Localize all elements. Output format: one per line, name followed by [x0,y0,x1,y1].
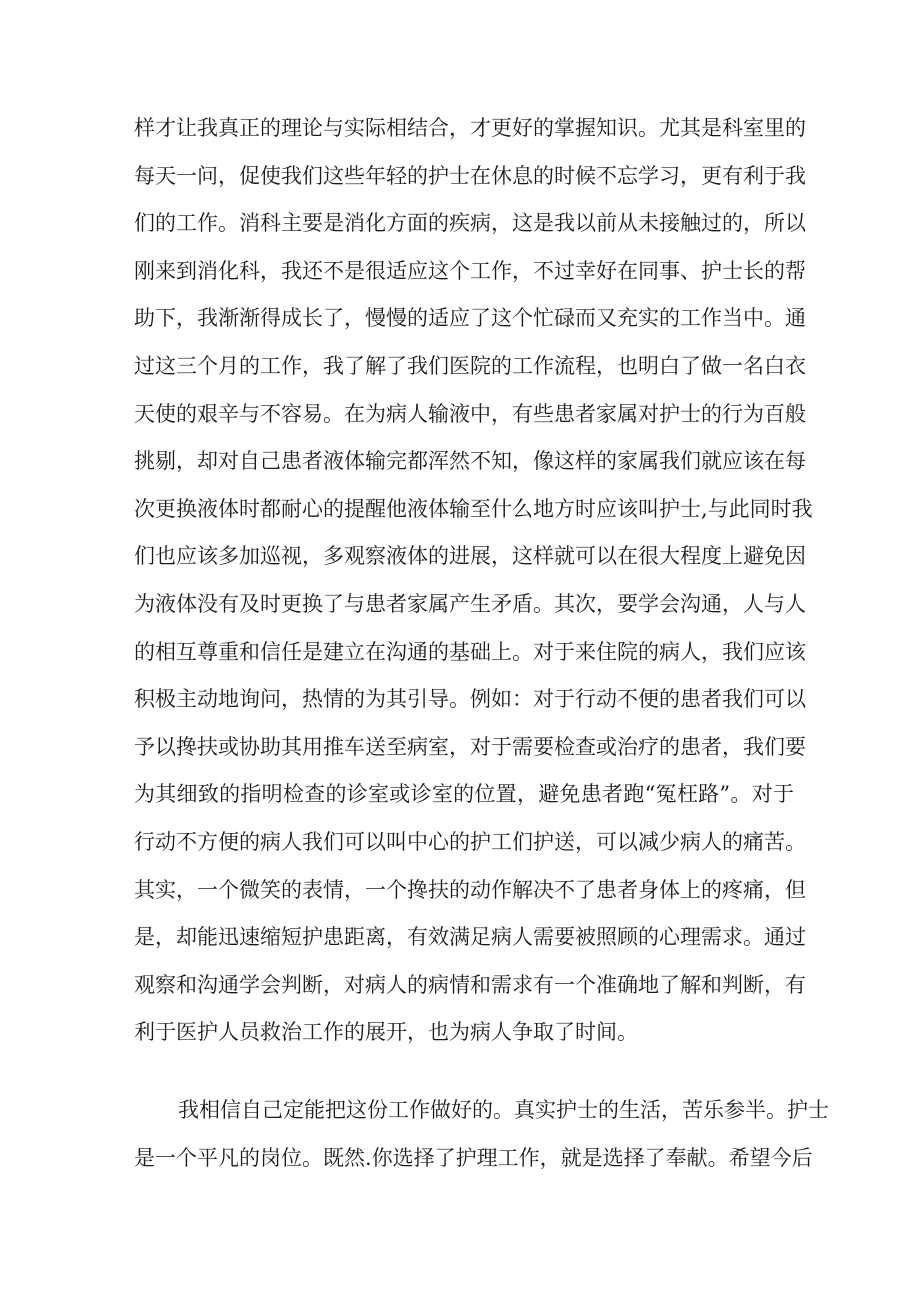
text-line: 观察和沟通学会判断，对病人的病情和需求有一个准确地了解和判断，有 [134,972,806,997]
text-line: 每天一问，促使我们这些年轻的护士在休息的时候不忘学习，更有利于我 [134,163,806,188]
paragraph-1 [134,105,813,1057]
text-line: 过这三个月的工作，我了解了我们医院的工作流程，也明白了做一名白衣 [134,353,806,378]
text-line: 挑剔，却对自己患者液体输完都浑然不知，像这样的家属我们就应该在每 [134,449,806,474]
paragraph-2 [134,1087,829,1182]
text-line: 次更换液体时都耐心的提醒他液体输至什么地方时应该叫护士,与此同时我 [134,496,813,521]
text-line: 利于医护人员救治工作的展开，也为病人争取了时间。 [134,1020,638,1045]
text-line: 我相信自己定能把这份工作做好的。真实护士的生活，苦乐参半。护士 [178,1098,829,1122]
text-line: 行动不方便的病人我们可以叫中心的护工们护送，可以减少病人的痛苦。 [134,829,806,854]
text-line: 刚来到消化科，我还不是很适应这个工作，不过幸好在同事、护士长的帮 [134,258,806,283]
text-line: 们也应该多加巡视，多观察液体的进展，这样就可以在很大程度上避免因 [134,544,806,569]
text-line: 天使的艰辛与不容易。在为病人输液中，有些患者家属对护士的行为百般 [134,401,806,426]
text-line: 是一个平凡的岗位。既然.你选择了护理工作，就是选择了奉献。希望今后 [134,1145,813,1170]
text-line: 们的工作。消科主要是消化方面的疾病，这是我以前从未接触过的，所以 [134,211,806,236]
text-line: 积极主动地询问，热情的为其引导。例如：对于行动不便的患者我们可以 [134,687,806,712]
text-line: 予以搀扶或协助其用推车送至病室，对于需要检查或治疗的患者，我们要 [134,734,806,759]
text-line: 是，却能迅速缩短护患距离，有效满足病人需要被照顾的心理需求。通过 [134,925,806,950]
text-line: 为其细致的指明检查的诊室或诊室的位置，避免患者跑“冤枉路”。对于 [134,782,794,807]
text-line: 其实，一个微笑的表情，一个搀扶的动作解决不了患者身体上的疼痛，但 [134,877,806,902]
text-line: 的相互尊重和信任是建立在沟通的基础上。对于来住院的病人，我们应该 [134,639,806,664]
text-line: 样才让我真正的理论与实际相结合，才更好的掌握知识。尤其是科室里的 [134,116,806,140]
text-line: 助下，我渐渐得成长了，慢慢的适应了这个忙碌而又充实的工作当中。通 [134,306,806,331]
text-line: 为液体没有及时更换了与患者家属产生矛盾。其次，要学会沟通，人与人 [134,591,806,616]
